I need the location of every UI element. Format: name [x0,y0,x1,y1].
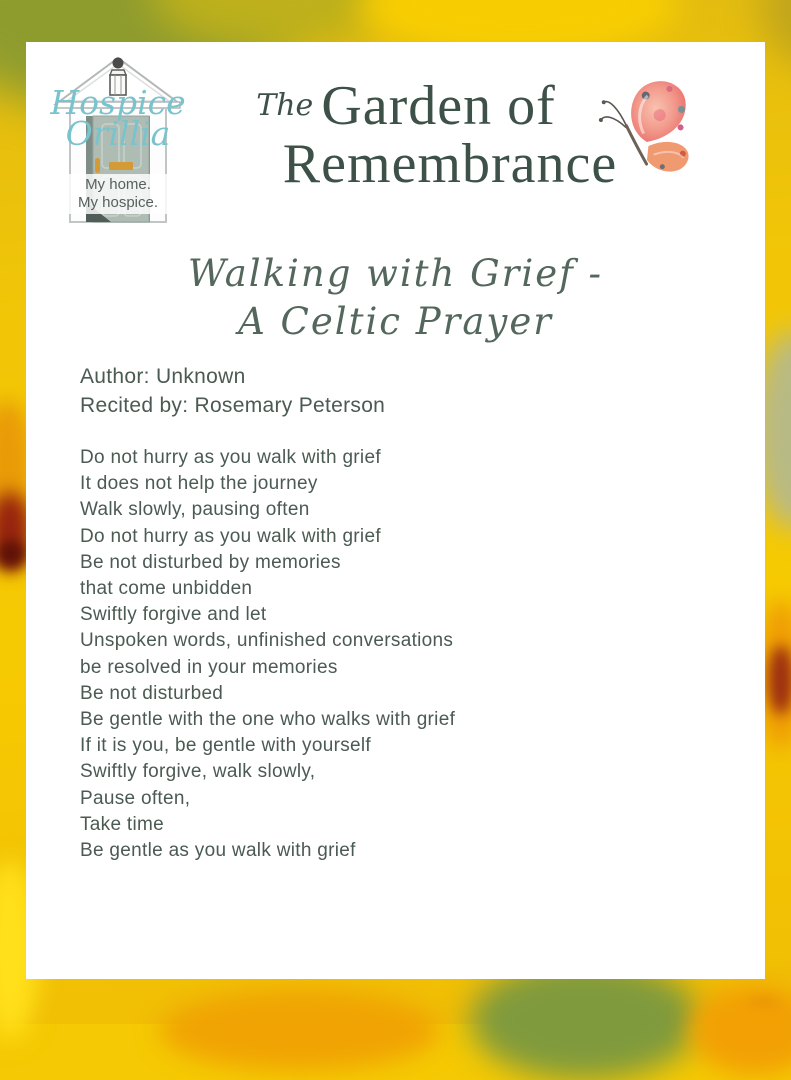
poem-title-line-2: A Celtic Prayer [238,300,553,343]
poem-title [26,250,765,346]
poem-byline [80,362,385,420]
title-garden-of: Garden of [321,75,556,137]
logo-word-orillia: Orillia [65,114,171,153]
poem-line: Be gentle with the one who walks with grief [80,709,456,731]
poem-line: Unspoken words, unfinished conversations [80,630,454,652]
background-blob [160,990,440,1070]
poem-line: Walk slowly, pausing often [80,499,310,521]
logo-tagline [66,174,170,214]
recited-by-line: Recited by: Rosemary Peterson [80,394,386,417]
background-blob [690,985,791,1075]
poem-line: Pause often, [80,787,191,809]
flyer-card [26,42,765,979]
poem-line: Be gentle as you walk with grief [80,840,356,862]
author-line: Author: Unknown [80,365,246,388]
poem-line: It does not help the journey [80,473,318,495]
poem-text [80,445,455,864]
title-line-1 [166,75,646,141]
logo-wordmark [35,83,201,153]
poem-title-line-1: Walking with Grief - [187,252,604,295]
poem-line: Be not disturbed by memories [80,551,341,573]
poem-line: Swiftly forgive, walk slowly, [80,761,316,783]
poem-line: Be not disturbed [80,682,224,704]
page-title [166,75,646,195]
poem-line: Take time [80,813,165,835]
background-blob [768,645,791,715]
tagline-line-1: My home. [85,176,151,193]
tagline-line-2: My hospice. [77,194,159,211]
poem-line: that come unbidden [80,578,253,600]
hospice-orillia-logo [50,54,186,226]
logo-word-hospice: Hospice [50,83,186,122]
poem-line: Do not hurry as you walk with grief [80,525,381,547]
poem-line: Swiftly forgive and let [80,604,267,626]
poem-line: If it is you, be gentle with yourself [80,735,371,757]
title-the: The [256,88,314,123]
title-line-2: Remembrance [282,133,618,195]
poem-line: be resolved in your memories [80,656,338,678]
poem-line: Do not hurry as you walk with grief [80,447,381,468]
butterfly-icon [592,72,704,190]
